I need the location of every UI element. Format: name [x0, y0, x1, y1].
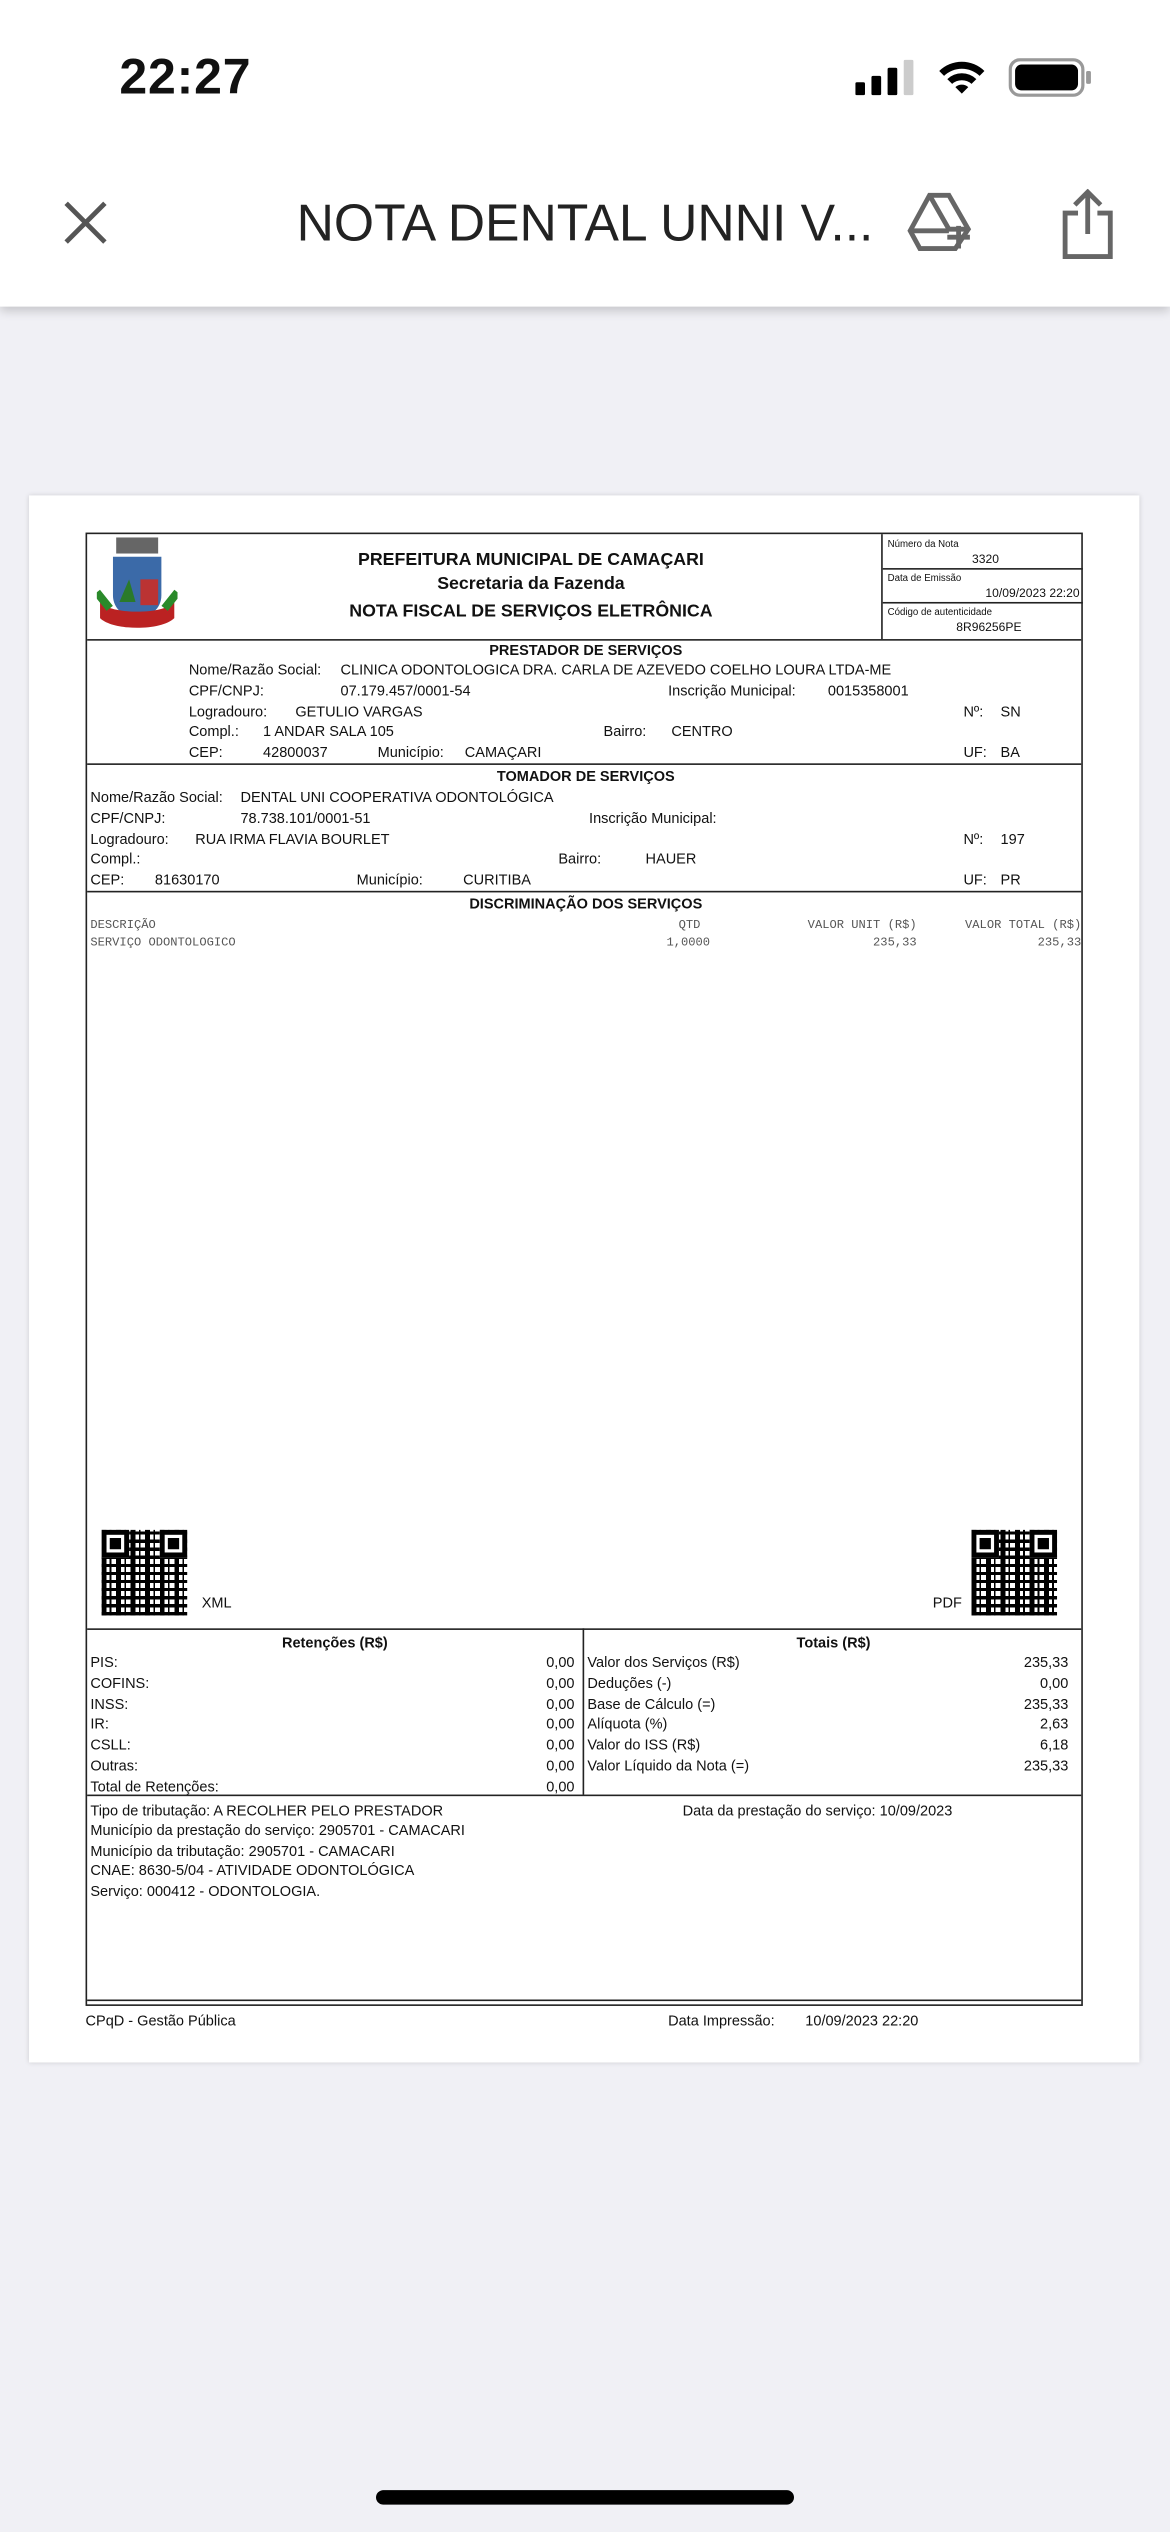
nfse-heading: NOTA FISCAL DE SERVIÇOS ELETRÔNICA — [349, 601, 713, 622]
label: Compl.: — [188, 722, 239, 740]
tomador-title: TOMADOR DE SERVIÇOS — [496, 768, 675, 785]
prestador-cep: 42800037 — [263, 743, 328, 761]
item-qtd: 1,0000 — [666, 937, 711, 951]
col-qtd: QTD — [678, 919, 701, 933]
retencao-value: 0,00 — [546, 1695, 575, 1712]
total-value: 0,00 — [1040, 1674, 1069, 1691]
tomador-cep: 81630170 — [154, 871, 220, 888]
prestador-cnpj: 07.179.457/0001-54 — [340, 682, 471, 699]
prestador-numero: SN — [1000, 703, 1021, 720]
total-value: 235,33 — [1023, 1695, 1069, 1712]
coat-of-arms-logo — [97, 537, 178, 634]
total-value: 235,33 — [1023, 1654, 1069, 1671]
retencao-label: Outras: — [90, 1757, 139, 1774]
xml-qr-code[interactable] — [102, 1530, 188, 1616]
note-meta-box — [881, 534, 1083, 639]
label: Nome/Razão Social: — [188, 661, 322, 678]
codigo-autenticidade: 8R96256PE — [956, 619, 1022, 635]
retencao-value: 0,00 — [546, 1757, 575, 1774]
retencoes-title: Retenções (R$) — [281, 1634, 388, 1651]
retencao-value: 0,00 — [546, 1716, 575, 1733]
item-valor-unit: 235,33 — [873, 937, 917, 951]
prestador-logradouro: GETULIO VARGAS — [295, 703, 423, 720]
servicos-title: DISCRIMINAÇÃO DOS SERVIÇOS — [469, 895, 703, 912]
retencao-label: Total de Retenções: — [90, 1778, 219, 1795]
tomador-bairro: HAUER — [645, 850, 697, 867]
xml-label: XML — [201, 1594, 232, 1611]
total-label: Alíquota (%) — [587, 1716, 668, 1733]
prestador-title: PRESTADOR DE SERVIÇOS — [489, 642, 683, 659]
total-label: Deduções (-) — [587, 1674, 672, 1691]
tax-info-line: Município da prestação do serviço: 2905701 - CAMACARI — [90, 1822, 465, 1839]
tax-info-line: CNAE: 8630-5/04 - ATIVIDADE ODONTOLÓGICA — [90, 1862, 415, 1879]
battery-icon — [1009, 58, 1093, 97]
retencao-value: 0,00 — [546, 1736, 575, 1753]
label: Compl.: — [90, 850, 141, 867]
total-value: 235,33 — [1023, 1757, 1069, 1774]
tomador-cnpj: 78.738.101/0001-51 — [240, 810, 371, 827]
tomador-numero: 197 — [1000, 831, 1025, 848]
prestador-nome: CLINICA ODONTOLOGICA DRA. CARLA DE AZEVEDO COELHO LOURA LTDA-ME — [340, 661, 892, 678]
nota-fiscal-document — [86, 533, 1083, 2006]
retencao-label: INSS: — [90, 1695, 129, 1712]
tax-info-line: Serviço: 000412 - ODONTOLOGIA. — [90, 1882, 321, 1899]
label: Nome/Razão Social: — [90, 789, 223, 806]
label: CPF/CNPJ: — [188, 682, 264, 699]
label: Município: — [377, 743, 444, 761]
col-descricao: DESCRIÇÃO — [90, 919, 156, 933]
emissao-label: Data de Emissão — [887, 574, 962, 585]
total-label: Base de Cálculo (=) — [587, 1695, 716, 1712]
tomador-nome: DENTAL UNI COOPERATIVA ODONTOLÓGICA — [240, 789, 554, 806]
col-valor-unit: VALOR UNIT (R$) — [807, 919, 917, 933]
tomador-municipio: CURITIBA — [463, 871, 531, 888]
share-icon[interactable] — [1060, 189, 1115, 260]
retencao-label: IR: — [90, 1716, 109, 1733]
prestador-bairro: CENTRO — [671, 722, 733, 740]
retencao-label: CSLL: — [90, 1736, 131, 1753]
label: Inscrição Municipal: — [589, 810, 717, 827]
home-indicator[interactable] — [376, 2490, 794, 2505]
label: UF: — [963, 871, 987, 888]
tax-info-line: Município da tributação: 2905701 - CAMACARI — [90, 1842, 395, 1859]
total-value: 6,18 — [1040, 1736, 1069, 1753]
item-valor-total: 235,33 — [1037, 937, 1082, 951]
label: Nº: — [963, 831, 984, 848]
prestador-compl: 1 ANDAR SALA 105 — [263, 722, 394, 740]
totais-title: Totais (R$) — [796, 1634, 871, 1651]
total-label: Valor dos Serviços (R$) — [587, 1654, 740, 1671]
label: Município: — [356, 871, 423, 888]
footer-provider: CPqD - Gestão Pública — [85, 2012, 236, 2029]
signal-icon — [855, 60, 916, 96]
label: UF: — [963, 743, 987, 761]
label: Logradouro: — [188, 703, 268, 720]
col-valor-total: VALOR TOTAL (R$) — [965, 919, 1082, 933]
total-value: 2,63 — [1040, 1716, 1069, 1733]
data-prestacao: Data da prestação do serviço: 10/09/2023 — [682, 1802, 953, 1819]
label: Nº: — [963, 703, 984, 720]
retencao-value: 0,00 — [546, 1674, 575, 1691]
pdf-qr-code[interactable] — [972, 1530, 1058, 1616]
retencao-label: PIS: — [90, 1654, 118, 1671]
footer-impressao-label: Data Impressão: — [668, 2012, 775, 2029]
label: Bairro: — [558, 850, 602, 867]
add-to-drive-icon[interactable] — [907, 190, 978, 255]
label: Logradouro: — [90, 831, 169, 848]
label: CPF/CNPJ: — [90, 810, 166, 827]
data-emissao: 10/09/2023 22:20 — [985, 585, 1080, 601]
label: Bairro: — [603, 722, 647, 740]
secretaria-heading: Secretaria da Fazenda — [437, 574, 625, 594]
tomador-uf: PR — [1000, 871, 1021, 888]
label: CEP: — [90, 871, 125, 888]
prestador-im: 0015358001 — [827, 682, 909, 699]
tomador-logradouro: RUA IRMA FLAVIA BOURLET — [195, 831, 390, 848]
codigo-label: Código de autenticidade — [887, 608, 993, 619]
prefeitura-heading: PREFEITURA MUNICIPAL DE CAMAÇARI — [358, 550, 704, 570]
label: Inscrição Municipal: — [668, 682, 796, 699]
total-label: Valor Líquido da Nota (=) — [587, 1757, 750, 1774]
document-title: NOTA DENTAL UNNI V... — [296, 193, 874, 252]
pdf-label: PDF — [932, 1594, 962, 1611]
prestador-municipio: CAMAÇARI — [464, 743, 542, 761]
retencao-value: 0,00 — [546, 1654, 575, 1671]
retencao-value: 0,00 — [546, 1778, 575, 1795]
tax-info-line: Tipo de tributação: A RECOLHER PELO PRESTADOR — [90, 1802, 444, 1819]
total-label: Valor do ISS (R$) — [587, 1736, 701, 1753]
footer-impressao: 10/09/2023 22:20 — [805, 2012, 919, 2029]
prestador-uf: BA — [1000, 743, 1020, 761]
item-descricao: SERVIÇO ODONTOLOGICO — [90, 937, 236, 951]
wifi-icon — [936, 58, 988, 97]
status-time: 22:27 — [119, 48, 252, 105]
retencao-label: COFINS: — [90, 1674, 150, 1691]
numero-nota: 3320 — [972, 551, 999, 567]
label: CEP: — [188, 743, 223, 761]
app-header — [0, 0, 1170, 307]
numero-label: Número da Nota — [887, 540, 959, 551]
